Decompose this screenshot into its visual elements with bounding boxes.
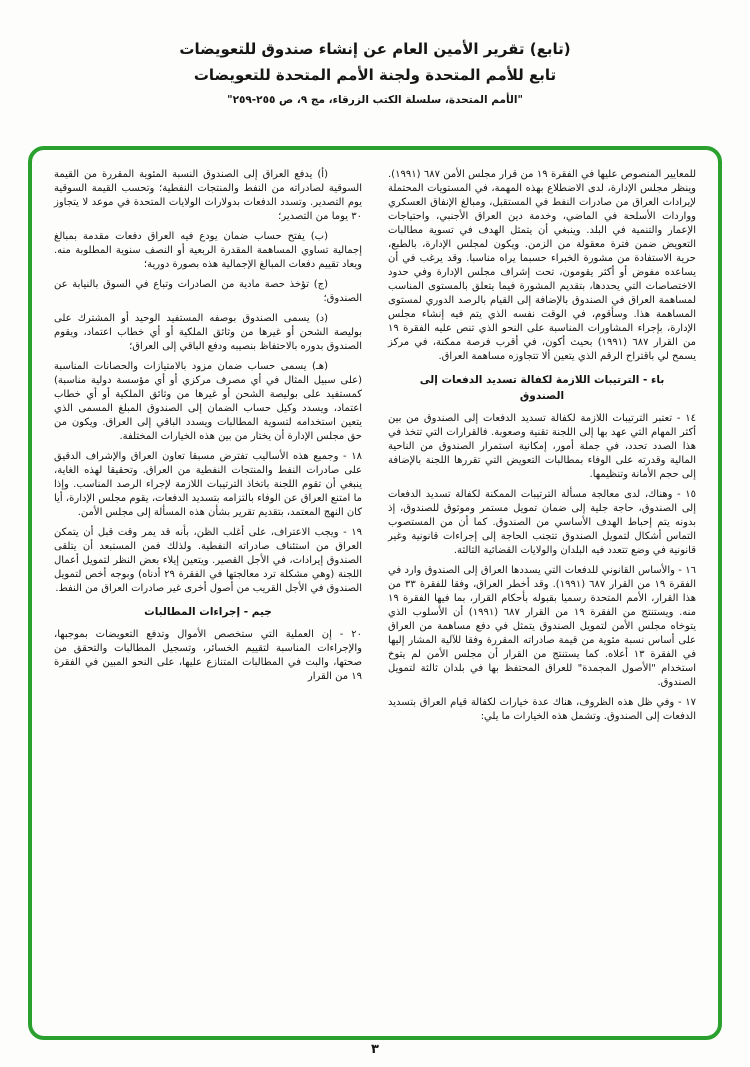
paragraph-17: ١٧ - وفي ظل هذه الظروف، هناك عدة خيارات لكفالة قيام العراق بتسديد الدفعات إلى الصندوق. وتشمل هذه الخيارات ما يلي: xyxy=(388,696,696,722)
document-source-citation: "الأمم المتحدة، سلسلة الكتب الزرقاء، مج ٩، ص ٢٥٥-٢٥٩" xyxy=(227,93,523,106)
page-number: ٣ xyxy=(371,1042,379,1057)
list-item-b: (ب) يفتح حساب ضمان يودع فيه العراق دفعات مقدمة بمبالغ إجمالية تساوي المساهمة المقدرة الربعية أو النصف سنوية المطلوبة منه. ويعاد تقييم دفعات المبالغ الإجمالية هذه بصورة دورية؛ xyxy=(54,231,362,270)
document-header xyxy=(0,0,750,106)
green-border-frame xyxy=(28,146,722,1040)
paragraph-18: ١٨ - وجميع هذه الأساليب تفترض مسبقا تعاون العراق والإشراف الدقيق على صادرات النفط والمنتجات النفطية من العراق. وتحقيقا لهذه الغاية، ينبغي أن تقوم اللجنة باتخاذ الترتيبات اللازمة لإجراء الرصد المناسب. وإذا ما امتنع العراق عن الوفاء بالتزامه بتسديد الدفعات، يقوم مجلس الإدارة، أيا كان النهج المعتمد، بتقديم تقرير بشأن هذه المسألة إلى مجلس الأمن. xyxy=(54,451,362,518)
document-title-line-1: (تابع) تقرير الأمين العام عن إنشاء صندوق للتعويضات xyxy=(179,40,571,58)
column-left xyxy=(54,168,362,1022)
document-title-line-2: تابع للأمم المتحدة ولجنة الأمم المتحدة للتعويضات xyxy=(193,66,557,85)
paragraph-15: ١٥ - وهناك، لدى معالجة مسألة الترتيبات الممكنة لكفالة تسديد الدفعات إلى الصندوق، حاجة جلية إلى ضمان تمويل مستمر وموثوق للصندوق، إذ بدونه يتم إحباط الهدف الأساسي من الصندوق. كما أن من المستصوب التماس أشكال لتمويل الصندوق تتجنب الحاجة إلى إجراءات قانونية وغير قانونية في وضع تتعدد فيه البلدان والولايات القضائية الثالثة. xyxy=(388,488,696,556)
paragraph-continuation: للمعايير المنصوص عليها في الفقرة ١٩ من قرار مجلس الأمن ٦٨٧ (١٩٩١). وينظر مجلس الإدارة، لدى الاضطلاع بهذه المهمة، في المستويات المحتملة لإيرادات العراق من صادرات النفط في المستقبل، ومبالغ الإنفاق العسكري وواردات الأسلحة في الماضي، وخدمة دين العراق الأجنبي، واحتياجات الإعمار والتنمية في البلد. وينبغي أن يتمثل الهدف في تسوية مطالبات التعويض ضمن فترة معقولة من الزمن. ويكون لمجلس الإدارة، بالطبع، حرية الاستفادة من مشورة الخبراء حسبما يراه مناسبا. وقد يرغب في أن يساعده مفوض أو أكثر يقومون، تحت إشراف مجلس الإدارة وفي حدود الاختصاصات التي يحددها، بتقديم المشورة فيما يتعلق بالمستوى المناسب لمساهمة العراق في الصندوق بالإضافة إلى القيام بالرصد الدوري لمستوى المساهمة هذا. وسأقوم، في الوقت نفسه الذي يتم فيه إنشاء مجلس الإدارة، بإجراء المشاورات المناسبة على النحو الذي تنص عليه الفقرة ١٩ من القرار ٦٨٧ (١٩٩١) بحيث أكون، في أقرب فرصة ممكنة، في مركز يسمح لي باقتراح الرقم الذي يتعين ألا تتجاوزه مساهمة العراق. xyxy=(388,169,696,362)
column-right xyxy=(388,168,696,1022)
list-item-a: (أ) يدفع العراق إلى الصندوق النسبة المئوية المقررة من القيمة السوقية لصادراته من النفط والمنتجات النفطية؛ وتحسب القيمة السوقية يوم التصدير. وتسدد الدفعات بدولارات الولايات المتحدة في موعد لا يتجاوز ٣٠ يوما من التصدير؛ xyxy=(54,169,362,222)
list-item-d: (د) يسمى الصندوق بوصفه المستفيد الوحيد أو المشترك على بوليصة الشحن أو غيرها من وثائق الملكية أو أي خطاب اعتماد، ويقوم الصندوق بدوره بالاحتفاظ بنصيبه ودفع الباقي إلى العراق؛ xyxy=(54,313,362,352)
list-item-e: (هـ) يسمى حساب ضمان مزود بالامتيازات والحصانات المناسبة (على سبيل المثال في أي مصرف مركزي أو أي مؤسسة دولية مناسبة) كمستفيد على بوليصة الشحن أو غيرها من وثائق الملكية أو أي خطاب اعتماد، ويسدد وكيل حساب الضمان إلى الصندوق المبلغ المسمى الذي يتعين استخدامه لتسوية المطالبات ويسدد الباقي إلى العراق. ويكون من حق مجلس الإدارة أن يختار من بين هذه الخيارات المختلفة. xyxy=(54,361,362,442)
paragraph-19: ١٩ - ويجب الاعتراف، على أغلب الظن، بأنه قد يمر وقت قبل أن يتمكن العراق من استئناف صادراته النفطية. ولذلك فمن المستبعد أن يتلقى الصندوق إيرادات، في الأجل القصير. ويتعين إيلاء بعض النظر لتمويل أعمال اللجنة (وهي مشكلة ترد معالجتها في الفقرة ٢٩ أدناه) وبوجه أخص لتمويل الصندوق في الأجل القريب من أصول أخرى غير صادرات العراق من النفط. xyxy=(54,527,362,594)
paragraph-20: ٢٠ - إن العملية التي ستخصص الأموال وتدفع التعويضات بموجبها، والإجراءات المناسبة لتقييم الخسائر، وتسجيل المطالبات والتحقق من صحتها، والبت في المطالبات المتنازع عليها، على النحو المبين في الفقرة ١٩ من القرار xyxy=(54,628,362,682)
section-heading-b: باء - الترتيبات اللازمة لكفالة تسديد الدفعات إلى الصندوق xyxy=(419,374,665,402)
section-heading-c: جيم - إجراءات المطالبات xyxy=(144,606,272,618)
paragraph-16: ١٦ - والأساس القانوني للدفعات التي يسددها العراق إلى الصندوق وارد في الفقرة ١٩ من القرار ٦٨٧ (١٩٩١). وقد أخطر العراق، وفقا للفقرة ٣٣ من هذا القرار، الأمم المتحدة رسميا بقبوله بأحكام القرار، بما فيها الفقرة ١٩ منه. ويستنتج من الفقرة ١٩ من القرار ٦٨٧ (١٩٩١) أن الأسلوب الذي يتوخاه مجلس الأمن لتمويل الصندوق يتمثل في دفع مساهمة من العراق على أساس نسبة مئوية من قيمة صادراته المقررة وفقا للآلية المشار إليها في الفقرة ١٣ أعلاه. كما يستنتج من القرار أن مجلس الأمن لم يتوخ استخدام "الأصول المجمدة" للعراق المحتفظ بها في بلدان ثالثة لتمويل الصندوق. xyxy=(388,564,697,688)
list-item-c: (ج) تؤخذ حصة مادية من الصادرات وتباع في السوق بالنيابة عن الصندوق؛ xyxy=(54,279,362,304)
paragraph-14: ١٤ - تعتبر الترتيبات اللازمة لكفالة تسديد الدفعات إلى الصندوق من بين أكثر المهام التي عهد بها إلى اللجنة تقنية وصعوبة. فالقرارات التي تتخذ في هذا الصدد تحدد، في جملة أمور، إمكانية استمرار الصندوق من الناحية المالية وقدرته على الوفاء بمطالبات التعويض التي تقررها اللجنة بالإضافة إلى حجم الأمانة وتنظيمها. xyxy=(388,412,696,480)
